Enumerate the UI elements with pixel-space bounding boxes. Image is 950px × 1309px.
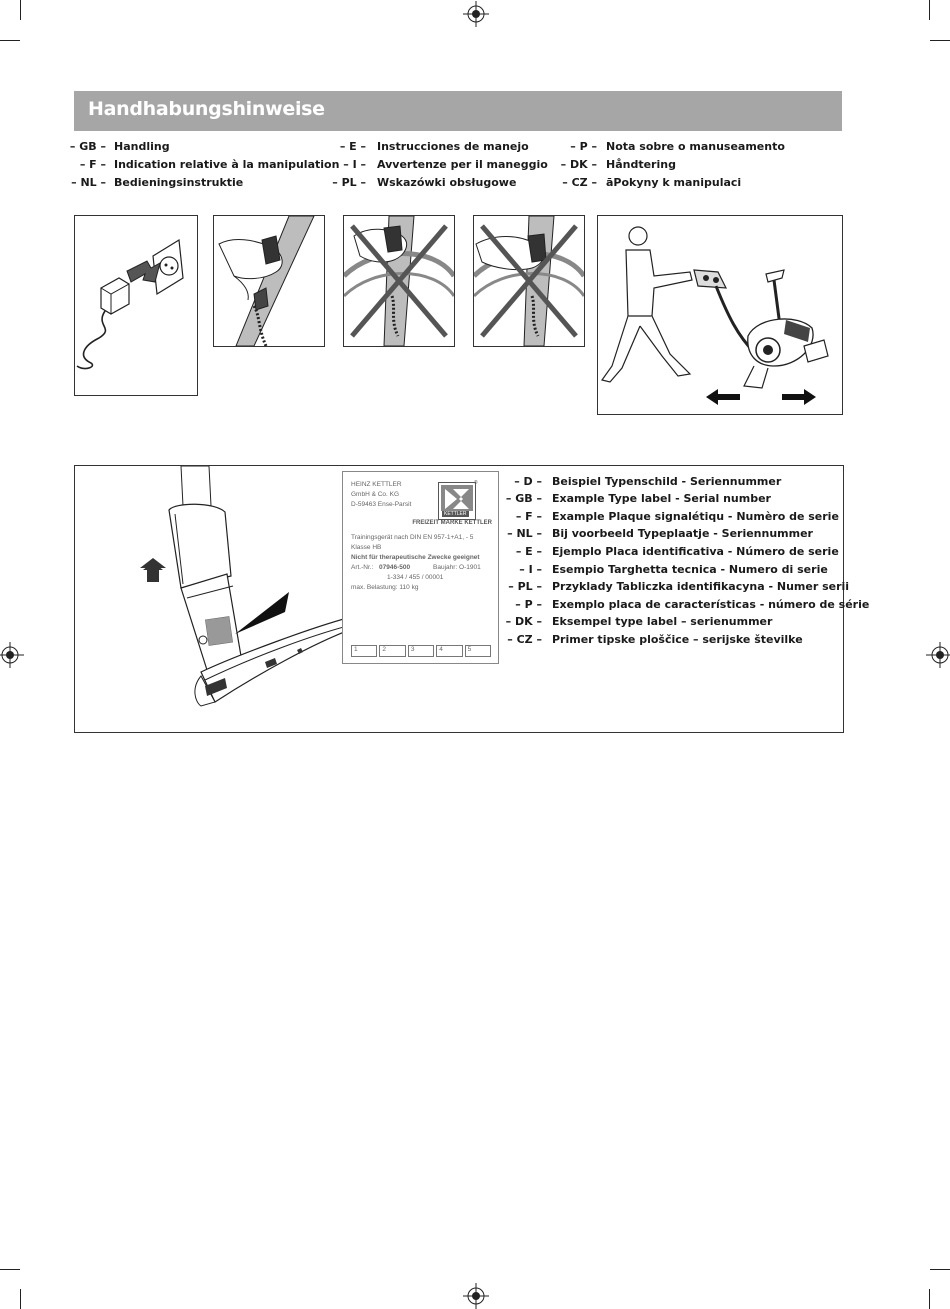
kettler-logo-text: KETTLER	[444, 511, 467, 517]
language-row	[60, 176, 310, 189]
language-row	[555, 140, 795, 153]
frame-label-location-illustration	[115, 466, 355, 732]
crop-mark	[930, 40, 950, 41]
label-art-number-label: Art.-Nr.:	[351, 564, 374, 571]
label-company-line: D-59463 Ense-Parsit	[351, 501, 412, 508]
caption-code: – I –	[519, 563, 542, 576]
language-text: Wskazówki obsługowe	[377, 176, 517, 189]
caption-code: – P –	[515, 598, 542, 611]
language-text: Bedieningsinstruktie	[114, 176, 244, 189]
plug-adapter-icon	[75, 216, 197, 395]
label-class: Klasse HB	[351, 544, 382, 551]
crop-mark	[20, 1289, 21, 1309]
label-serial-boxes	[351, 645, 491, 657]
caption-text: Bij voorbeeld Typeplaatje - Seriennummer	[552, 527, 813, 540]
caption-code: – PL –	[508, 580, 542, 593]
language-code: – PL –	[332, 176, 366, 189]
language-row	[555, 158, 795, 171]
language-code: – NL –	[71, 176, 106, 189]
illustration-wrong-grip-1	[343, 215, 455, 347]
language-code: – DK –	[560, 158, 597, 171]
language-text: āPokyny k manipulaci	[606, 176, 742, 189]
illustration-moving-bike	[597, 215, 843, 415]
caption-text: Esempio Targhetta tecnica - Numero di serie	[552, 563, 828, 576]
person-pushing-bike-icon	[598, 216, 842, 414]
caption-text: Przyklady Tabliczka identifikacyna - Numer serii	[552, 580, 850, 593]
language-row	[320, 140, 550, 153]
caption-code: – NL –	[507, 527, 542, 540]
label-standard: Trainingsgerät nach DIN EN 957-1+A1, - 5	[351, 534, 474, 541]
caption-text: Eksempel type label – serienummer	[552, 615, 773, 628]
title-bar	[74, 91, 842, 131]
registration-mark-icon	[926, 642, 950, 668]
caption-text: Primer tipske ploščice – serijske številke	[552, 633, 803, 646]
crop-mark	[0, 40, 20, 41]
page-title: Handhabungshinweise	[88, 98, 325, 120]
language-row	[60, 140, 310, 153]
kettler-logo-mark-icon	[439, 483, 475, 513]
serial-box: 3	[408, 645, 434, 657]
serial-box: 1	[351, 645, 377, 657]
illustration-plug	[74, 215, 198, 396]
arrow-up-icon	[140, 558, 166, 584]
language-text: Avvertenze per il maneggio	[377, 158, 548, 171]
caption-code: – GB –	[505, 492, 542, 505]
caption-code: – D –	[514, 475, 542, 488]
language-text: Handling	[114, 140, 170, 153]
arrow-right-icon	[782, 389, 816, 405]
language-code: – GB –	[69, 140, 106, 153]
crop-mark	[930, 1269, 950, 1270]
caption-text: Example Type label - Serial number	[552, 492, 771, 505]
type-label	[342, 471, 499, 664]
crop-mark	[929, 1289, 930, 1309]
illustration-correct-grip	[213, 215, 325, 347]
kettler-logo	[438, 482, 476, 520]
language-code: – P –	[570, 140, 597, 153]
cross-icon	[474, 216, 584, 346]
serial-box: 2	[379, 645, 405, 657]
caption-code: – E –	[515, 545, 542, 558]
language-row	[60, 158, 340, 171]
label-notice: Nicht für therapeutische Zwecke geeignet	[351, 554, 480, 561]
cross-icon	[344, 216, 454, 346]
caption-code: – CZ –	[507, 633, 542, 646]
serial-box: 4	[436, 645, 462, 657]
language-row	[320, 158, 550, 171]
language-row	[320, 176, 550, 189]
label-company-line: HEINZ KETTLER	[351, 481, 402, 488]
language-code: – E –	[339, 140, 366, 153]
label-year: Baujahr: O-1901	[433, 564, 481, 571]
caption-text: Beispiel Typenschild - Seriennummer	[552, 475, 782, 488]
language-code: – F –	[79, 158, 106, 171]
caption-text: Ejemplo Placa identificativa - Número de serie	[552, 545, 839, 558]
crop-mark	[929, 0, 930, 20]
crop-mark	[0, 1269, 20, 1270]
language-text: Nota sobre o manuseamento	[606, 140, 785, 153]
arrow-left-icon	[706, 389, 740, 405]
language-code: – CZ –	[562, 176, 597, 189]
label-brand: FREIZEIT MARKE KETTLER	[412, 520, 492, 526]
language-text: Håndtering	[606, 158, 676, 171]
label-art-number-value: 07946-500	[379, 564, 411, 571]
label-company-line: GmbH & Co. KG	[351, 491, 400, 498]
language-row	[555, 176, 795, 189]
registered-mark: ®	[474, 480, 478, 486]
language-text: Instrucciones de manejo	[377, 140, 529, 153]
label-serial-line: 1-334 / 455 / 00001	[387, 574, 444, 581]
caption-text: Example Plaque signalétiqu - Numèro de serie	[552, 510, 839, 523]
language-code: – I –	[343, 158, 366, 171]
caption-code: – DK –	[505, 615, 542, 628]
language-text: Indication relative à la manipulation	[114, 158, 340, 171]
label-max-load: max. Belastung: 110 kg	[351, 584, 419, 591]
illustration-wrong-grip-2	[473, 215, 585, 347]
caption-text: Exemplo placa de características - número de série	[552, 598, 870, 611]
crop-mark	[20, 0, 21, 20]
caption-code: – F –	[515, 510, 542, 523]
serial-box: 5	[465, 645, 491, 657]
registration-mark-icon	[463, 1283, 489, 1309]
registration-mark-icon	[0, 642, 24, 668]
hand-grip-icon	[214, 216, 324, 346]
registration-mark-icon	[463, 1, 489, 27]
